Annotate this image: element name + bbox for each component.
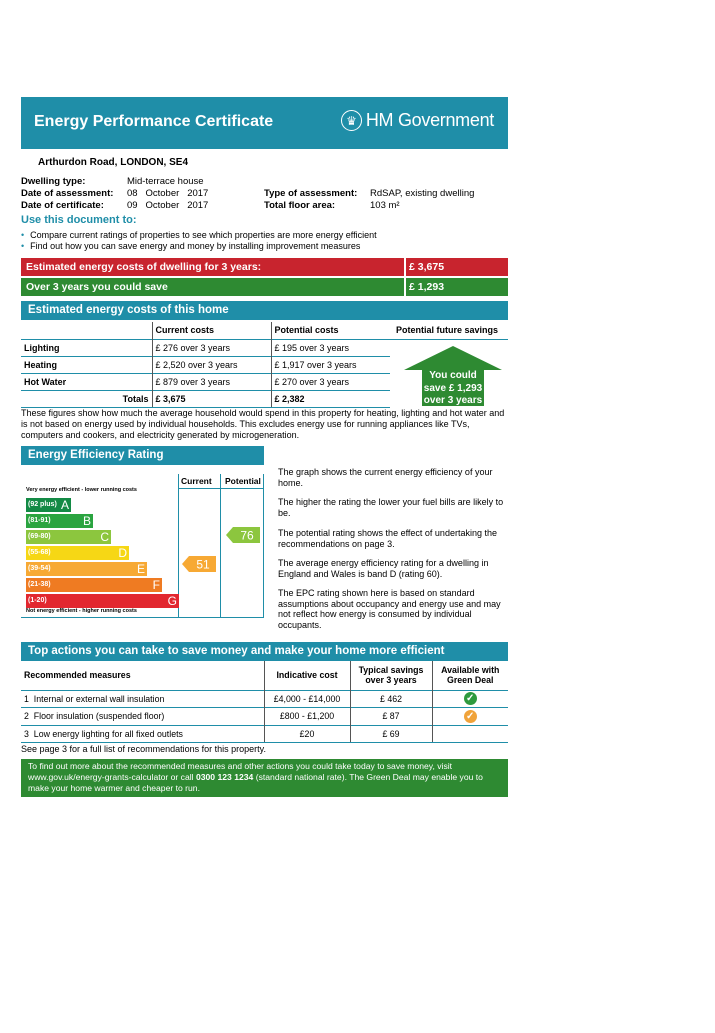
savings-arrow-icon — [398, 346, 508, 406]
estimated-cost-label: Estimated energy costs of dwelling for 3 years: — [26, 261, 262, 273]
dwelling-type-label: Dwelling type: — [21, 176, 86, 187]
efficient-note: Very energy efficient - lower running costs — [26, 487, 137, 493]
rating-text-2: The higher the rating the lower your fuel bills are likely to be. — [278, 497, 504, 518]
totals-label: Totals — [21, 390, 152, 407]
svg-text:save £ 1,293: save £ 1,293 — [423, 382, 483, 394]
col-potential-costs: Potential costs — [271, 322, 390, 339]
green-deal-info-box: To find out more about the recommended measures and other actions you could take today to save money, visit www.gov.uk/energy-grants-calculator or call 0300 123 1234 (standard national rate). The Green Deal may enable you to make your home warmer and cheaper to run. — [21, 759, 508, 797]
col-potential-rating: Potential — [225, 476, 261, 486]
assessment-type-label: Type of assessment: — [264, 188, 358, 199]
grants-link[interactable]: www.gov.uk/energy-grants-calculator or call — [28, 772, 196, 782]
rating-text-3: The potential rating shows the effect of undertaking the recommendations on page 3. — [278, 528, 497, 549]
certificate-header — [21, 97, 508, 149]
page-title: Energy Performance Certificate — [34, 113, 274, 130]
costs-heading-bar — [21, 301, 508, 320]
rating-band-c: (69-80) C — [28, 530, 109, 544]
col-current-rating: Current — [181, 476, 212, 486]
actions-table — [21, 661, 508, 743]
floor-area-label: Total floor area: — [264, 200, 336, 211]
col-typical-savings: Typical savings over 3 years — [350, 661, 432, 690]
rating-text-1: The graph shows the current energy efficiency of your home. — [278, 467, 493, 488]
table-row: Heating £ 2,520 over 3 years £ 1,917 over 3 years — [21, 356, 508, 373]
table-row: 2 Floor insulation (suspended floor) £800 - £1,200 £ 87 ✓ — [21, 708, 508, 726]
inefficient-note: Not energy efficient - higher running costs — [26, 608, 137, 614]
current-rating-value: 51 — [196, 557, 210, 572]
estimated-cost-bar — [21, 258, 508, 276]
savings-label: Over 3 years you could save — [26, 281, 168, 293]
green-deal-tick-icon: ✓ — [464, 692, 477, 705]
rating-text-4: The average energy efficiency rating for a dwelling in England and Wales is band D (rating 60). — [278, 558, 489, 579]
costs-note: These figures show how much the average household would spend in this property for heating, lighting and hot water and is not based on energy used by individual households. This excludes energy use for running appliances like TVs, computers and cookers, and electricity generated by microgeneration. — [21, 408, 505, 440]
rating-chart — [21, 474, 264, 618]
rating-text-5: The EPC rating shown here is based on standard assumptions about occupancy and energy use and may not reflect how energy is consumed by individual occupants. — [278, 588, 501, 630]
rating-band-f: (21-38) F — [28, 578, 160, 592]
potential-rating-arrow — [226, 527, 260, 543]
crest-icon: ♛ — [341, 110, 362, 131]
property-address: Arthurdon Road, LONDON, SE4 — [38, 157, 188, 168]
rating-band-e: (39-54) E — [28, 562, 145, 576]
bullet-icon: • — [21, 230, 25, 240]
estimated-cost-value: £ 3,675 — [404, 258, 444, 276]
table-row: 1 Internal or external wall insulation £4,000 - £14,000 £ 462 ✓ — [21, 690, 508, 708]
table-row: 3 Low energy lighting for all fixed outlets £20 £ 69 — [21, 725, 508, 743]
col-green-deal: Available with Green Deal — [432, 661, 508, 690]
future-savings-cell — [390, 339, 508, 407]
actions-heading: Top actions you can take to save money and make your home more efficient — [28, 645, 445, 657]
assessment-date-value: 08 October 2017 — [127, 188, 209, 199]
hm-government-logo — [341, 110, 494, 131]
rating-band-a: (92 plus) A — [28, 498, 69, 512]
brand-text: HM Government — [365, 110, 494, 130]
rating-band-b: (81-91) B — [28, 514, 91, 528]
savings-bar — [21, 278, 508, 296]
rating-heading-bar — [21, 446, 264, 465]
rating-heading: Energy Efficiency Rating — [28, 449, 164, 461]
total-current: £ 3,675 — [152, 390, 271, 407]
certificate-date-value: 09 October 2017 — [127, 200, 209, 211]
potential-rating-value: 76 — [240, 528, 254, 543]
certificate-date-label: Date of certificate: — [21, 200, 104, 211]
costs-header-row — [21, 322, 508, 339]
dwelling-type-value: Mid-terrace house — [127, 176, 204, 187]
table-row: Hot Water £ 879 over 3 years £ 270 over 3 years — [21, 373, 508, 390]
savings-value: £ 1,293 — [404, 278, 444, 296]
total-potential: £ 2,382 — [271, 390, 390, 407]
table-row: Lighting £ 276 over 3 years £ 195 over 3 years You could save £ 1,293 over 3 years — [21, 339, 508, 356]
costs-table — [21, 322, 508, 408]
actions-heading-bar — [21, 642, 508, 661]
current-rating-arrow — [182, 556, 216, 572]
costs-heading: Estimated energy costs of this home — [28, 304, 229, 316]
floor-area-value: 103 m² — [370, 200, 400, 211]
rating-band-d: (55-68) D — [28, 546, 127, 560]
svg-text:You could: You could — [429, 369, 477, 381]
rating-band-g: (1-20) G — [28, 594, 177, 608]
actions-header-row — [21, 661, 508, 690]
recommendations-note: See page 3 for a full list of recommendations for this property. — [21, 744, 266, 754]
assessment-type-value: RdSAP, existing dwelling — [370, 188, 475, 199]
bullet-icon: • — [21, 241, 25, 251]
use-item: • Find out how you can save energy and money by installing improvement measures — [21, 241, 361, 251]
green-deal-tick-icon: ✓ — [464, 710, 477, 723]
col-current-costs: Current costs — [152, 322, 271, 339]
col-measures: Recommended measures — [24, 670, 131, 681]
col-indicative-cost: Indicative cost — [264, 661, 350, 690]
assessment-date-label: Date of assessment: — [21, 188, 114, 199]
use-heading: Use this document to: — [21, 214, 137, 226]
use-item: • Compare current ratings of properties to see which properties are more energy efficient — [21, 230, 377, 240]
phone-number: 0300 123 1234 — [195, 772, 254, 782]
col-future-savings: Potential future savings — [396, 325, 499, 336]
svg-text:over 3 years: over 3 years — [423, 394, 483, 406]
